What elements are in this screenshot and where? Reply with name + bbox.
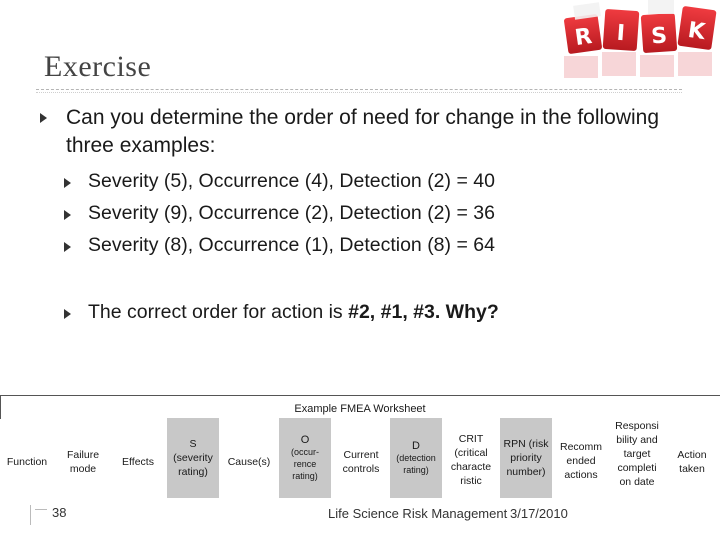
slide-number: 38: [52, 505, 67, 520]
col-s-desc: (severity rating): [173, 452, 213, 478]
col-recommended-actions: Recomm ended actions: [559, 441, 602, 481]
logo-letter-s: S: [650, 23, 669, 50]
worksheet-top-border: [0, 395, 720, 396]
bullet-arrow-icon: [64, 242, 71, 252]
col-effects: Effects: [122, 456, 154, 468]
bullet-arrow-icon: [64, 210, 71, 220]
slide-number-marker: [30, 505, 51, 525]
col-s-box: [167, 418, 219, 498]
answer-text: [88, 301, 499, 324]
col-crit: CRIT (critical characte ristic: [450, 433, 492, 487]
col-function: Function: [6, 456, 48, 468]
logo-letter-r: R: [573, 23, 594, 52]
col-rpn: RPN (risk priority number): [503, 438, 549, 478]
bullet-arrow-icon: [64, 178, 71, 188]
title-divider-secondary: [36, 92, 682, 93]
bullet-arrow-icon: [40, 113, 47, 123]
col-s-letter: S: [189, 438, 197, 450]
worksheet-left-border: [0, 395, 1, 419]
example-3: Severity (8), Occurrence (1), Detection (8) = 64: [88, 234, 495, 256]
example-2: Severity (9), Occurrence (2), Detection (2) = 36: [88, 202, 495, 224]
col-o-box: [279, 418, 331, 498]
col-rpn-box: [500, 418, 552, 498]
col-o-letter: O: [300, 434, 310, 446]
risk-logo-image: [556, 0, 720, 80]
footer-title: Life Science Risk Management: [328, 506, 508, 521]
answer-order: #2, #1, #3. Why?: [348, 301, 499, 323]
intro-text: Can you determine the order of need for change in the following three examples:: [66, 106, 660, 157]
col-current-controls: Current controls: [342, 449, 380, 475]
answer-prefix: The correct order for action is: [88, 301, 349, 323]
logo-letter-k: K: [686, 17, 707, 46]
col-o-desc: (occur-rence rating): [290, 447, 319, 481]
col-causes: Cause(s): [227, 456, 271, 468]
bullet-arrow-icon: [64, 309, 71, 319]
logo-letter-i: I: [615, 20, 626, 47]
col-responsibility: Responsi bility and target completi on date: [615, 420, 659, 488]
slide-title: Exercise: [44, 50, 152, 83]
col-d-desc: (detection rating): [396, 453, 436, 475]
col-d-box: [390, 418, 442, 498]
example-1: Severity (5), Occurrence (4), Detection (2) = 40: [88, 170, 495, 192]
col-failure-mode: Failure mode: [66, 449, 100, 475]
footer-date: 3/17/2010: [510, 506, 568, 521]
worksheet-title: Example FMEA Worksheet: [294, 403, 426, 415]
col-action-taken: Action taken: [677, 449, 707, 475]
title-divider: [36, 89, 682, 90]
col-d-letter: D: [412, 440, 420, 452]
